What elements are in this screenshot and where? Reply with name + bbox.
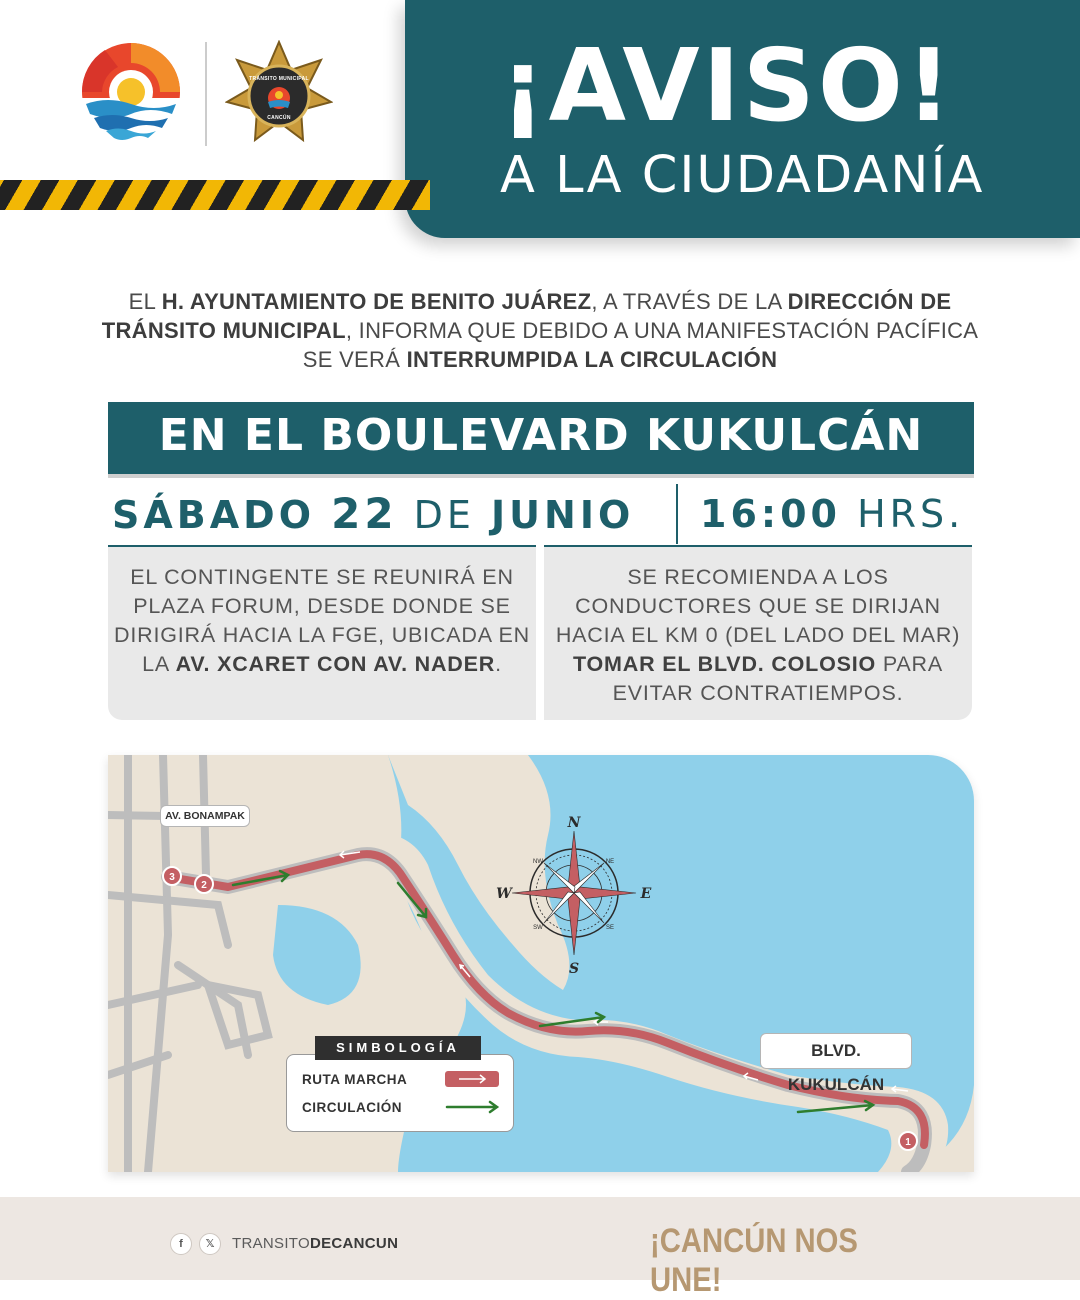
- date-time-divider: [676, 484, 678, 544]
- event-date: [112, 489, 672, 538]
- x-social-icon[interactable]: 𝕏: [199, 1233, 221, 1255]
- date-weekday: SÁBADO: [112, 493, 315, 537]
- compass-ne: NE: [605, 859, 615, 865]
- marker-2: 2: [201, 880, 207, 891]
- route-map: [108, 755, 974, 1172]
- map-label-bonampak: AV. BONAMPAK: [160, 805, 250, 827]
- page-title: ¡AVISO!: [500, 27, 955, 144]
- map-legend: [286, 1054, 514, 1132]
- compass-s: S: [568, 961, 580, 977]
- date-day: 22: [331, 489, 398, 538]
- page-subtitle: A LA CIUDADANÍA: [500, 146, 985, 205]
- legend-title: SIMBOLOGÍA: [315, 1036, 481, 1060]
- compass-e: E: [640, 886, 652, 902]
- transit-police-badge: [225, 40, 333, 148]
- date-month: JUNIO: [491, 493, 635, 537]
- hazard-stripe: [0, 180, 430, 210]
- location-title: EN EL BOULEVARD KUKULCÁN: [158, 410, 924, 461]
- date-de: DE: [413, 493, 475, 537]
- time-value: 16:00: [700, 492, 841, 536]
- time-unit: HRS.: [857, 492, 965, 536]
- legend-traffic-label: CIRCULACIÓN: [302, 1100, 402, 1115]
- intro-paragraph: EL H. AYUNTAMIENTO DE BENITO JUÁREZ, A TRAVÉS DE LA DIRECCIÓN DE TRÁNSITO MUNICIPAL, INFORMA QUE DEBIDO A UNA MANIFESTACIÓN PACÍFICA SE VERÁ INTERRUMPIDA LA CIRCULACIÓN: [101, 289, 979, 372]
- cancun-city-logo: [80, 40, 182, 142]
- compass-sw: SW: [533, 925, 543, 931]
- map-label-kukulcan: BLVD. KUKULCÁN: [760, 1033, 912, 1069]
- compass-w: W: [496, 886, 512, 902]
- marker-3: 3: [169, 872, 175, 883]
- legend-route-label: RUTA MARCHA: [302, 1072, 408, 1087]
- footer-slogan: ¡CANCÚN NOS UNE!: [650, 1222, 858, 1299]
- event-time: [700, 492, 980, 536]
- driver-recommendation: SE RECOMIENDA A LOS CONDUCTORES QUE SE DIRIJAN HACIA EL KM 0 (DEL LADO DEL MAR) TOMAR EL BLVD. COLOSIO PARA EVITAR CONTRATIEMPOS.: [544, 547, 972, 720]
- legend-traffic-arrow-icon: [445, 1100, 501, 1114]
- compass-n: N: [567, 815, 581, 831]
- compass-nw: NW: [533, 859, 543, 865]
- social-handle[interactable]: TRANSITODECANCUN: [232, 1235, 399, 1252]
- badge-label-bottom: CANCÚN: [267, 115, 291, 121]
- compass-se: SE: [605, 925, 615, 931]
- logo-divider: [205, 42, 207, 146]
- marker-1: 1: [905, 1137, 911, 1148]
- legend-route-swatch: [445, 1071, 499, 1087]
- footer: [0, 1197, 1080, 1280]
- contingent-info: EL CONTINGENTE SE REUNIRÁ EN PLAZA FORUM, DESDE DONDE SE DIRIGIRÁ HACIA LA FGE, UBICADA EN LA AV. XCARET CON AV. NADER.: [108, 547, 536, 720]
- facebook-icon[interactable]: f: [170, 1233, 192, 1255]
- badge-label-top: TRÁNSITO MUNICIPAL: [249, 76, 309, 82]
